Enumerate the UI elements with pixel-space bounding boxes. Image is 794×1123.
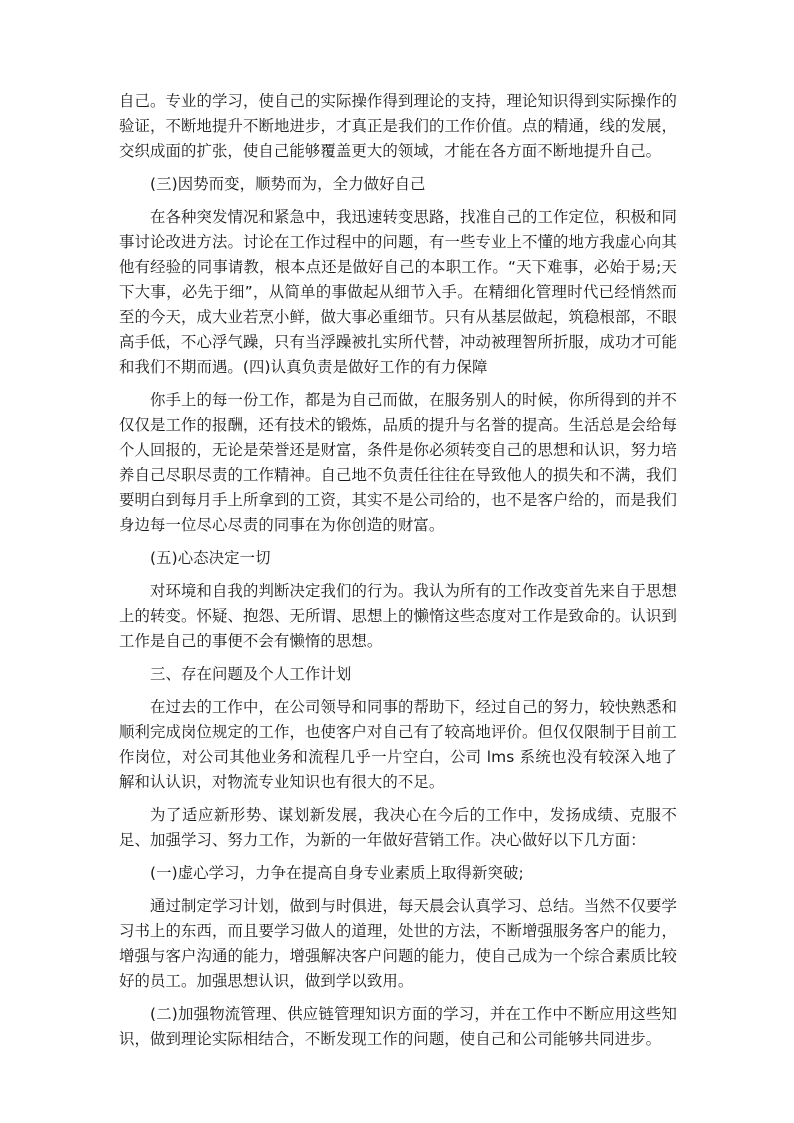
paragraph-adapt: 在各种突发情况和紧急中，我迅速转变思路，找准自己的工作定位，积极和同事讨论改进方法。讨论在工作过程中的问题，有一些专业上不懂的地方我虚心向其他有经验的同事请教，根本点还是做好自己的本职工作。“天下难事，必始于易;天下大事，必先于细”，从简单的事做起从细节入手。在精细化管理时代已经悄然而至的今天，成大业若烹小鲜，做大事必重细节。只有从基层做起，筑稳根部，不眼高手低，不心浮气躁，只有当浮躁被扎实所代替，冲动被理智所折服，成功才可能和我们不期而遇。(四)认真负责是做好工作的有力保障 — [119, 208, 677, 376]
section-heading-problems: 三、存在问题及个人工作计划 — [150, 665, 352, 683]
paragraph-past-work: 在过去的工作中，在公司领导和同事的帮助下，经过自己的努力，较快熟悉和顺利完成岗位规定的工作，也使客户对自己有了较高地评价。但仅仅限制于目前工作岗位，对公司其他业务和流程几乎一片空白，公司 lms 系统也没有较深入地了解和认认识，对物流专业知识也有很大的不足。 — [119, 698, 677, 791]
subheading-one: (一)虚心学习，力争在提高自身专业素质上取得新突破; — [150, 864, 524, 882]
paragraph-study-plan: 通过制定学习计划，做到与时俱进，每天晨会认真学习、总结。当然不仅要学习书上的东西，而且要学习做人的道理，处世的方法，不断增强服务客户的能力，增强与客户沟通的能力，增强解决客户问题的能力，使自己成为一个综合素质比较好的员工。加强思想认识，做到学以致用。 — [119, 897, 677, 990]
paragraph-resolution: 为了适应新形势、谋划新发展，我决心在今后的工作中，发扬成绩、克服不足、加强学习、努力工作，为新的一年做好营销工作。决心做好以下几方面： — [119, 806, 677, 849]
paragraph-continuation: 自己。专业的学习，使自己的实际操作得到理论的支持，理论知识得到实际操作的验证，不断地提升不断地进步，才真正是我们的工作价值。点的精通，线的发展，交织成面的扩张，使自己能够覆盖更大的领域，才能在各方面不断地提升自己。 — [119, 92, 677, 160]
paragraph-attitude: 对环境和自我的判断决定我们的行为。我认为所有的工作改变首先来自于思想上的转变。怀疑、抱怨、无所谓、思想上的懒惰这些态度对工作是致命的。认识到工作是自己的事便不会有懒惰的思想。 — [119, 582, 677, 650]
section-heading-five: (五)心态决定一切 — [150, 549, 271, 567]
section-heading-three: (三)因势而变，顺势而为，全力做好自己 — [150, 175, 426, 193]
paragraph-responsibility: 你手上的每一份工作，都是为自己而做，在服务别人的时候，你所得到的并不仅仅是工作的报酬，还有技术的锻炼，品质的提升与名誉的提高。生活总是会给每个人回报的，无论是荣誉还是财富，条件是你必须转变自己的思想和认识，努力培养自己尽职尽责的工作精神。自己地不负责任往往在导致他人的损失和不满，我们要明白到每月手上所拿到的工资，其实不是公司给的，也不是客户给的，而是我们身边每一位尽心尽责的同事在为你创造的财富。 — [119, 391, 677, 534]
document-page — [119, 89, 677, 1060]
subheading-two: (二)加强物流管理、供应链管理知识方面的学习，并在工作中不断应用这些知识，做到理论实际相结合，不断发现工作的问题，使自己和公司能够共同进步。 — [119, 1005, 677, 1048]
